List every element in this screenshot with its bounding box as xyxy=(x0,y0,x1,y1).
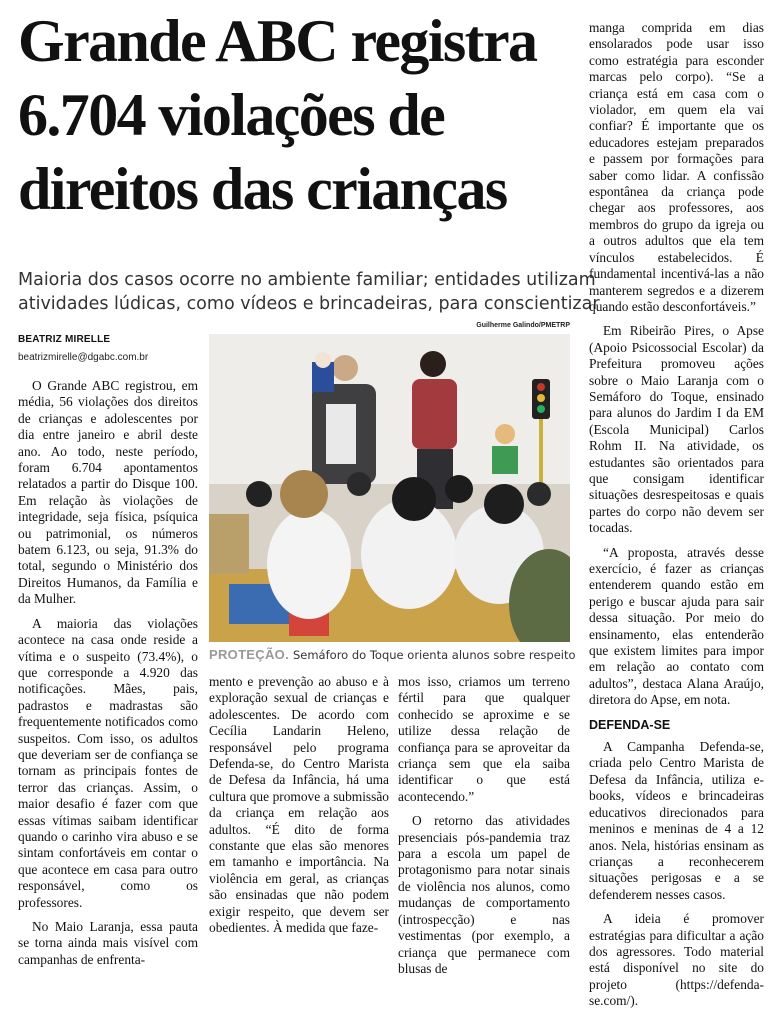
photo-credit: Guilherme Galindo/PMETRP xyxy=(476,322,570,329)
body-column-2 xyxy=(209,674,389,945)
paragraph: “A proposta, através desse exercício, é fazer as crianças entenderem quando estão em perigo e buscar ajuda para sair dessa situação. Por meio do ensinamento, elas entenderão que existem limites para impor em relação ao contato com adultos”, destaca Alana Araújo, diretora do Apse, em nota. xyxy=(589,544,764,708)
paragraph: manga comprida em dias ensolarados pode usar isso como estratégia para esconder marcas pelo corpo). “Se a criança está em casa com o violador, em quem ela vai confiar? É importante que os educadores estejam preparados e passem por formações para saber como lidar. A confissão espontânea da criança pode chegar aos professores, aos membros do grupo da igreja ou a outros adultos que ela tem vínculos estabelecidos. É fundamental incentivá-las a não manterem segredos e a dizerem quando estão desconfortáveis.” xyxy=(589,20,764,314)
headline xyxy=(18,4,578,226)
author-name: BEATRIZ MIRELLE xyxy=(18,334,111,345)
headline-line-1: Grande ABC registra xyxy=(18,8,537,74)
subheadline xyxy=(18,268,600,316)
paragraph: mento e prevenção ao abuso e à exploração sexual de crianças e adolescentes. De acordo com Cecília Landarin Heleno, responsável pelo programa Defenda-se, do Centro Marista de Defesa da Infância, há uma cultura que promove a submissão da criança em relação aos adultos. “É dito de forma constante que elas são menores em tamanho e importância. Na violência em geral, as crianças são ensinadas que não podem exigir respeito, que devem ser obedientes. À medida que faze- xyxy=(209,674,389,936)
author-email: beatrizmirelle@dgabc.com.br xyxy=(18,352,149,363)
paragraph: A Campanha Defenda-se, criada pelo Centro Marista de Defesa da Infância, utiliza e-books, vídeos e brincadeiras educativos direcionados para meninos e meninas de 4 a 12 anos. Nela, histórias ensinam as crianças a reconhecerem situações perigosas e a se defenderem nesses casos. xyxy=(589,739,764,902)
paragraph: No Maio Laranja, essa pauta se torna ainda mais visível com campanhas de enfrenta- xyxy=(18,919,198,967)
subheadline-line-2: atividades lúdicas, como vídeos e brincadeiras, para conscientizar xyxy=(18,294,600,314)
body-column-4 xyxy=(589,20,764,1018)
body-column-1 xyxy=(18,378,198,976)
paragraph: O Grande ABC registrou, em média, 56 violações dos direitos de crianças e adolescentes por dia entre janeiro e abril deste ano. Ao todo, neste período, foram 6.704 apontamentos relatados a partir do Disque 100. Em relação às violações de integridade, seja física, psíquica ou patrimonial, os números batem 6.123, ou seja, 91.3% do total, segundo o Ministério dos Direitos Humanos, da Família e da Mulher. xyxy=(18,378,198,607)
subheadline-line-1: Maioria dos casos ocorre no ambiente familiar; entidades utilizam xyxy=(18,270,596,290)
section-heading: DEFENDA-SE xyxy=(589,717,671,732)
byline xyxy=(18,334,198,363)
paragraph: mos isso, criamos um terreno fértil para que qualquer conhecido se aproxime e se utilize dessa relação de confiança para se aproveitar da criança sem que ela saiba identificar o que está acontecendo.” xyxy=(398,674,570,804)
photo-caption xyxy=(209,647,579,662)
headline-line-2: 6.704 violações de xyxy=(18,82,445,148)
caption-lead: PROTEÇÃO. xyxy=(209,647,289,662)
paragraph: A ideia é promover estratégias para dificultar a ação dos agressores. Todo material está disponível no site do projeto (https://defenda-se.com/). xyxy=(589,911,764,1009)
body-column-3 xyxy=(398,674,570,985)
headline-line-3: direitos das crianças xyxy=(18,156,507,222)
paragraph: A maioria das violações acontece na casa onde reside a vítima e o suspeito (73.4%), o que corresponde a 4.920 das notificações. Mães, pais, padrastos e madrastas são frequentemente notificados como suspeitos. Com isso, os adultos que deveriam ser de confiança se tornam as principais fontes de terror das crianças. Assim, o maior desafio é fazer com que essas vítimas saibam identificar quando o carinho vira abuso e se sintam confortáveis em contar o que acontece em casa para outro responsável, como os professores. xyxy=(18,615,198,910)
paragraph: Em Ribeirão Pires, o Apse (Apoio Psicossocial Escolar) da Prefeitura promoveu ações sobre o Maio Laranja com o Semáforo do Toque, ensinado para alunos do Jardim I da EM (Escola Municipal) Carlos Rohm II. Na atividade, os estudantes são orientados para que consigam identificar situações desrespeitosas e quais partes do corpo não devem ser tocadas. xyxy=(589,323,764,536)
caption-text: Semáforo do Toque orienta alunos sobre respeito xyxy=(292,648,576,662)
article-photo xyxy=(209,334,570,642)
paragraph: O retorno das atividades presenciais pós-pandemia traz para a escola um papel de protagonismo para notar sinais de violência nos alunos, como mudanças de comportamento (introspecção) e nas vestimentas (por exemplo, a criança que permanece com blusas de xyxy=(398,813,570,976)
